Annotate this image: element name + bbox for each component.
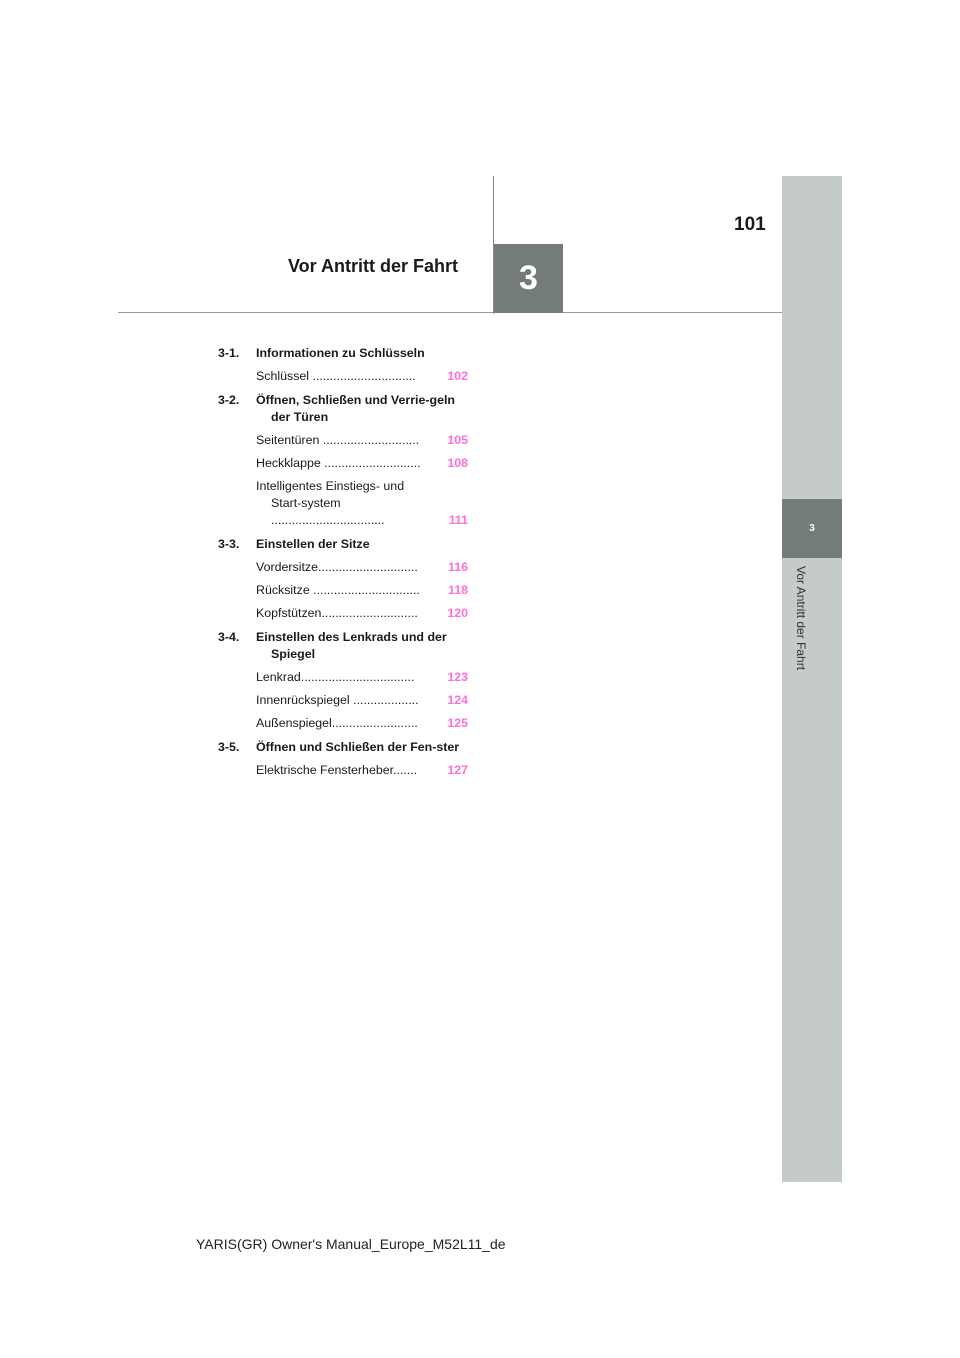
toc-entry[interactable] [256, 762, 468, 779]
entry-page-link[interactable]: 108 [438, 455, 468, 472]
section-number: 3-2. [218, 393, 240, 407]
entry-label: Vordersitze............................. [256, 560, 418, 574]
entry-page-link[interactable]: 125 [438, 715, 468, 732]
entry-label: Innenrückspiegel ................... [256, 693, 419, 707]
entry-page-link[interactable]: 116 [438, 559, 468, 576]
toc-section [218, 345, 468, 362]
entry-page-link[interactable]: 124 [438, 692, 468, 709]
entry-label: Elektrische Fensterheber....... [256, 763, 418, 777]
entry-page-link[interactable]: 127 [438, 762, 468, 779]
entry-label: Rücksitze ............................... [256, 583, 420, 597]
toc-entry[interactable] [256, 692, 468, 709]
footer-manual-id: YARIS(GR) Owner's Manual_Europe_M52L11_de [196, 1236, 506, 1252]
entry-label: Heckklappe ............................ [256, 456, 421, 470]
toc-entry[interactable] [256, 669, 468, 686]
toc-entry[interactable] [256, 559, 468, 576]
chapter-title: Vor Antritt der Fahrt [288, 256, 458, 276]
toc-entry[interactable] [256, 582, 468, 599]
toc-section [218, 739, 468, 756]
header-rule [118, 312, 782, 313]
entry-label: Kopfstützen............................ [256, 606, 418, 620]
toc-entry[interactable] [256, 455, 468, 472]
entry-page-link[interactable]: 118 [438, 582, 468, 599]
section-title: Einstellen der Sitze [256, 537, 370, 551]
toc-section [218, 629, 468, 663]
entry-label: Schlüssel .............................. [256, 369, 416, 383]
toc-section [218, 392, 468, 426]
section-title: Informationen zu Schlüsseln [256, 346, 425, 360]
entry-label: Lenkrad................................. [256, 670, 415, 684]
entry-label: Außenspiegel......................... [256, 716, 418, 730]
entry-label: Seitentüren ............................ [256, 433, 420, 447]
section-number: 3-5. [218, 740, 240, 754]
entry-page-link[interactable]: 111 [438, 512, 468, 529]
toc-entry[interactable] [256, 368, 468, 385]
toc-section [218, 536, 468, 553]
entry-page-link[interactable]: 123 [438, 669, 468, 686]
section-title: Öffnen, Schließen und Verrie-geln der Türen [256, 393, 455, 424]
chapter-number-box: 3 [494, 244, 563, 313]
table-of-contents [218, 345, 468, 779]
side-thumb-strip [782, 176, 842, 1182]
section-number: 3-1. [218, 346, 240, 360]
page-number: 101 [734, 214, 766, 235]
section-number: 3-3. [218, 537, 240, 551]
side-chapter-tab[interactable]: 3 [782, 499, 842, 558]
side-chapter-label: Vor Antritt der Fahrt [794, 566, 808, 671]
toc-entry[interactable] [256, 715, 468, 732]
entry-label: Intelligentes Einstiegs- und Start-system ................................. [256, 479, 405, 527]
toc-entry[interactable] [256, 478, 468, 529]
entry-page-link[interactable]: 102 [438, 368, 468, 385]
entry-page-link[interactable]: 105 [438, 432, 468, 449]
toc-entry[interactable] [256, 432, 468, 449]
entry-page-link[interactable]: 120 [438, 605, 468, 622]
toc-entry[interactable] [256, 605, 468, 622]
section-title: Einstellen des Lenkrads und der Spiegel [256, 630, 447, 661]
section-title: Öffnen und Schließen der Fen-ster [256, 740, 460, 754]
section-number: 3-4. [218, 630, 240, 644]
